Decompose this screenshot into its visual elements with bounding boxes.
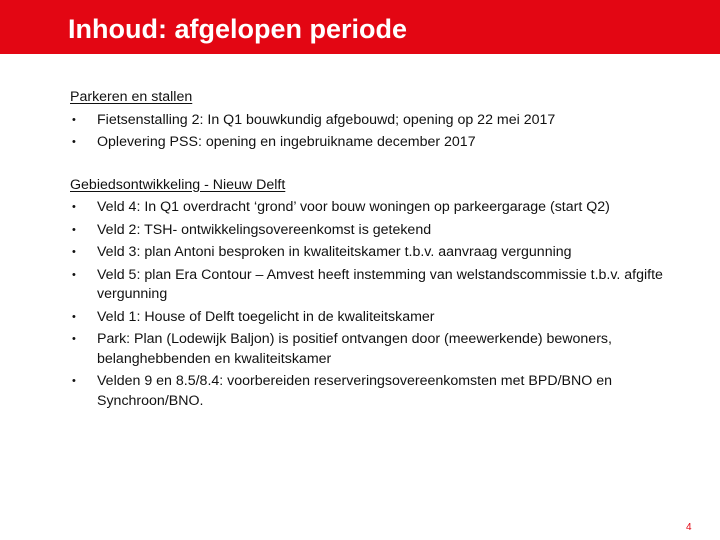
bullet-icon: • [72,310,76,323]
list-item-text: Veld 3: plan Antoni besproken in kwaliteitskamer t.b.v. aanvraag vergunning [97,244,572,260]
list-item-text: Park: Plan (Lodewijk Baljon) is positief ontvangen door (meewerkende) bewoners, belanghebbenden en kwaliteitskamer [97,331,612,367]
list-item [70,308,690,328]
section-heading: Gebiedsontwikkeling - Nieuw Delft [70,176,286,193]
list-item [70,330,690,369]
section-gebiedsontwikkeling [70,176,690,412]
list-item [70,133,690,153]
bullet-list [70,111,690,153]
bullet-list [70,198,690,411]
slide-content [70,88,690,414]
title-bar [0,0,720,54]
slide-title: Inhoud: afgelopen periode [68,14,407,44]
bullet-icon: • [72,333,76,345]
bullet-icon: • [72,246,76,258]
page-number: 4 [686,522,692,533]
bullet-icon: • [72,136,76,148]
list-item-text: Fietsenstalling 2: In Q1 bouwkundig afgebouwd; opening op 22 mei 2017 [97,111,556,128]
list-item-text: Velden 9 en 8.5/8.4: voorbereiden reserveringsovereenkomsten met BPD/BNO en Synchroon/BNO. [97,373,612,409]
list-item-text: Veld 1: House of Delft toegelicht in de kwaliteitskamer [97,308,435,325]
section-heading: Parkeren en stallen [70,89,193,105]
list-item-text: Veld 2: TSH- ontwikkelingsovereenkomst is getekend [97,221,432,238]
list-item-text: Veld 4: In Q1 overdracht ‘grond’ voor bouw woningen op parkeergarage (start Q2) [97,199,610,215]
bullet-icon: • [72,201,76,213]
list-item [70,221,690,241]
bullet-icon: • [72,223,76,236]
list-item [70,266,690,305]
section-parkeren [70,88,690,153]
bullet-icon: • [72,268,76,281]
section-spacer [70,156,690,176]
list-item [70,243,690,263]
list-item [70,111,690,131]
list-item-text: Veld 5: plan Era Contour – Amvest heeft instemming van welstandscommissie t.b.v. afgifte vergunning [97,266,663,302]
list-item [70,198,690,218]
bullet-icon: • [72,113,76,126]
list-item [70,372,690,411]
bullet-icon: • [72,375,76,387]
list-item-text: Oplevering PSS: opening en ingebruikname december 2017 [97,134,476,150]
